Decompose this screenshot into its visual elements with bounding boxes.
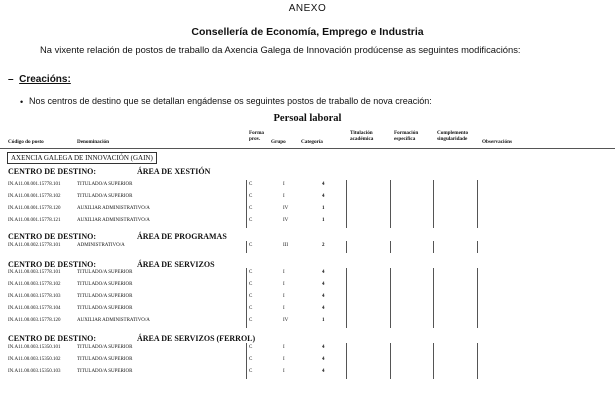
denomination-cell: AUXILIAR ADMINISTRATIVO/A xyxy=(77,206,150,212)
header-observacions: Observacións xyxy=(482,139,512,145)
forma-cell: C xyxy=(249,282,253,288)
column-divider xyxy=(246,304,247,316)
code-cell: IN.A11.00.002.15778.101 xyxy=(8,243,61,248)
header-complemento-line1: Complemento xyxy=(437,130,469,136)
column-divider xyxy=(477,292,478,304)
denomination-cell: TITULADO/A SUPERIOR xyxy=(77,357,133,363)
column-divider xyxy=(346,241,347,253)
column-divider xyxy=(433,343,434,355)
table-row xyxy=(0,292,615,304)
column-divider xyxy=(246,216,247,228)
header-complemento xyxy=(437,130,468,142)
intro-paragraph: Na vixente relación de postos de traballo da Axencia Galega de Innovación prodúcense as seguintes modificacións: xyxy=(40,44,521,55)
column-divider xyxy=(346,292,347,304)
grupo-cell: I xyxy=(283,194,285,200)
denomination-cell: AUXILIAR ADMINISTRATIVO/A xyxy=(77,318,150,324)
column-divider xyxy=(433,304,434,316)
column-divider xyxy=(433,216,434,228)
categoria-cell: 1 xyxy=(322,318,325,324)
grupo-cell: IV xyxy=(283,218,289,224)
forma-cell: C xyxy=(249,206,253,212)
column-divider xyxy=(390,280,391,292)
column-divider xyxy=(433,192,434,204)
column-divider xyxy=(477,367,478,379)
forma-cell: C xyxy=(249,306,253,312)
header-grupo: Grupo xyxy=(271,139,286,145)
grupo-cell: I xyxy=(283,282,285,288)
grupo-cell: I xyxy=(283,306,285,312)
forma-cell: C xyxy=(249,243,253,248)
table-row xyxy=(0,343,615,355)
column-divider xyxy=(477,304,478,316)
categoria-cell: 4 xyxy=(322,182,325,187)
grupo-cell: III xyxy=(283,243,288,248)
categoria-cell: 1 xyxy=(322,218,325,224)
denomination-cell: TITULADO/A SUPERIOR xyxy=(77,282,133,288)
column-divider xyxy=(433,355,434,367)
header-formacion xyxy=(394,130,418,142)
code-cell: IN.A11.00.003.15350.102 xyxy=(8,357,61,363)
categoria-cell: 4 xyxy=(322,294,325,300)
table-row xyxy=(0,204,615,216)
header-formacion-line1: Formación xyxy=(394,130,419,136)
centro-label: CENTRO DE DESTINO: xyxy=(8,334,97,343)
grupo-cell: I xyxy=(283,357,285,363)
column-divider xyxy=(477,216,478,228)
header-codigo: Código do posto xyxy=(8,139,44,145)
denomination-cell: TITULADO/A SUPERIOR xyxy=(77,182,133,187)
table-row xyxy=(0,216,615,228)
column-divider xyxy=(346,367,347,379)
header-titulacion-line1: Titulación xyxy=(350,130,373,136)
area-label: ÁREA DE SERVIZOS (FERROL) xyxy=(137,334,256,343)
table-row xyxy=(0,316,615,328)
forma-cell: C xyxy=(249,194,253,200)
header-titulacion xyxy=(350,130,373,142)
column-divider xyxy=(477,180,478,192)
centro-label: CENTRO DE DESTINO: xyxy=(8,232,97,241)
forma-cell: C xyxy=(249,318,253,324)
column-divider xyxy=(390,316,391,328)
code-cell: IN.A11.00.003.15778.102 xyxy=(8,282,61,288)
categoria-cell: 4 xyxy=(322,369,325,375)
column-divider xyxy=(477,192,478,204)
bullet-text: Nos centros de destino que se detallan engádense os seguintes postos de traballo de nova creación: xyxy=(29,96,432,106)
categoria-cell: 4 xyxy=(322,345,325,350)
centro-label: CENTRO DE DESTINO: xyxy=(8,260,97,269)
forma-cell: C xyxy=(249,345,253,350)
grupo-cell: IV xyxy=(283,206,289,212)
column-divider xyxy=(346,192,347,204)
area-label: ÁREA DE PROGRAMAS xyxy=(137,232,227,241)
column-divider xyxy=(246,204,247,216)
column-divider xyxy=(390,268,391,280)
header-titulacion-line2: académica xyxy=(350,136,374,142)
table-row xyxy=(0,367,615,379)
section-heading xyxy=(8,74,71,85)
code-cell: IN.A11.00.001.15778.101 xyxy=(8,182,61,187)
column-divider xyxy=(390,355,391,367)
area-label: ÁREA DE SERVIZOS xyxy=(137,260,215,269)
bullet-icon: • xyxy=(20,97,24,107)
column-divider xyxy=(390,216,391,228)
column-divider xyxy=(390,292,391,304)
column-divider xyxy=(433,241,434,253)
table-row xyxy=(0,268,615,280)
column-divider xyxy=(346,268,347,280)
denomination-cell: TITULADO/A SUPERIOR xyxy=(77,294,133,300)
column-divider xyxy=(246,316,247,328)
column-divider xyxy=(346,343,347,355)
column-divider xyxy=(346,280,347,292)
header-denominacion: Denominación xyxy=(77,139,109,145)
categoria-cell: 4 xyxy=(322,194,325,200)
categoria-cell: 4 xyxy=(322,270,325,275)
header-formacion-line2: específica xyxy=(394,136,416,142)
categoria-cell: 1 xyxy=(322,206,325,212)
code-cell: IN.A11.00.003.15778.101 xyxy=(8,270,61,275)
column-divider xyxy=(390,367,391,379)
code-cell: IN.A11.00.003.15350.103 xyxy=(8,369,61,375)
column-divider xyxy=(477,204,478,216)
code-cell: IN.A11.00.001.15778.120 xyxy=(8,206,61,212)
grupo-cell: IV xyxy=(283,318,289,324)
categoria-cell: 2 xyxy=(322,243,325,248)
header-complemento-line2: singularidade xyxy=(437,136,468,142)
column-divider xyxy=(246,355,247,367)
denomination-cell: TITULADO/A SUPERIOR xyxy=(77,369,133,375)
column-divider xyxy=(246,241,247,253)
column-divider xyxy=(246,280,247,292)
area-label: ÁREA DE XESTIÓN xyxy=(137,167,211,176)
column-divider xyxy=(246,367,247,379)
table-row xyxy=(0,180,615,192)
column-divider xyxy=(477,343,478,355)
grupo-cell: I xyxy=(283,294,285,300)
grupo-cell: I xyxy=(283,270,285,275)
header-divider xyxy=(0,148,615,149)
column-divider xyxy=(346,204,347,216)
code-cell: IN.A11.00.003.15778.103 xyxy=(8,294,61,300)
column-divider xyxy=(433,204,434,216)
forma-cell: C xyxy=(249,369,253,375)
header-forma xyxy=(249,130,264,142)
column-divider xyxy=(390,343,391,355)
code-cell: IN.A11.00.003.15778.120 xyxy=(8,318,61,324)
denomination-cell: TITULADO/A SUPERIOR xyxy=(77,306,133,312)
section-label: Creacións: xyxy=(19,74,71,85)
column-divider xyxy=(346,304,347,316)
forma-cell: C xyxy=(249,218,253,224)
annex-heading: ANEXO xyxy=(288,3,327,14)
code-cell: IN.A11.00.001.15778.121 xyxy=(8,218,61,224)
column-divider xyxy=(433,367,434,379)
department-title: Consellería de Economía, Emprego e Industria xyxy=(191,26,424,38)
header-forma-line1: Forma xyxy=(249,130,264,136)
agency-box: AXENCIA GALEGA DE INNOVACIÓN (GAIN) xyxy=(7,152,157,164)
column-divider xyxy=(433,268,434,280)
denomination-cell: AUXILIAR ADMINISTRATIVO/A xyxy=(77,218,150,224)
column-divider xyxy=(246,180,247,192)
denomination-cell: TITULADO/A SUPERIOR xyxy=(77,194,133,200)
column-divider xyxy=(246,343,247,355)
code-cell: IN.A11.00.001.15778.102 xyxy=(8,194,61,200)
table-row xyxy=(0,355,615,367)
column-divider xyxy=(477,268,478,280)
header-forma-line2: prov. xyxy=(249,136,261,142)
categoria-cell: 4 xyxy=(322,282,325,288)
grupo-cell: I xyxy=(283,182,285,187)
column-divider xyxy=(433,316,434,328)
grupo-cell: I xyxy=(283,369,285,375)
column-divider xyxy=(390,180,391,192)
column-divider xyxy=(390,304,391,316)
column-divider xyxy=(390,204,391,216)
grupo-cell: I xyxy=(283,345,285,350)
denomination-cell: TITULADO/A SUPERIOR xyxy=(77,345,133,350)
table-row xyxy=(0,192,615,204)
forma-cell: C xyxy=(249,294,253,300)
column-divider xyxy=(477,280,478,292)
column-divider xyxy=(246,192,247,204)
forma-cell: C xyxy=(249,357,253,363)
column-divider xyxy=(477,316,478,328)
column-divider xyxy=(477,241,478,253)
column-divider xyxy=(390,241,391,253)
column-divider xyxy=(346,216,347,228)
column-divider xyxy=(477,355,478,367)
centro-label: CENTRO DE DESTINO: xyxy=(8,167,97,176)
column-divider xyxy=(346,355,347,367)
column-divider xyxy=(246,268,247,280)
code-cell: IN.A11.00.003.15350.101 xyxy=(8,345,61,350)
table-row xyxy=(0,241,615,253)
column-divider xyxy=(346,180,347,192)
section-dash: – xyxy=(8,74,14,85)
table-row xyxy=(0,304,615,316)
column-divider xyxy=(346,316,347,328)
table-row xyxy=(0,280,615,292)
forma-cell: C xyxy=(249,182,253,187)
header-categoria: Categoría xyxy=(301,139,323,145)
column-divider xyxy=(246,292,247,304)
categoria-cell: 4 xyxy=(322,306,325,312)
denomination-cell: ADMINISTRATIVO/A xyxy=(77,243,125,248)
code-cell: IN.A11.00.003.15778.104 xyxy=(8,306,61,312)
table-title: Persoal laboral xyxy=(273,113,342,124)
denomination-cell: TITULADO/A SUPERIOR xyxy=(77,270,133,275)
categoria-cell: 4 xyxy=(322,357,325,363)
column-divider xyxy=(390,192,391,204)
column-divider xyxy=(433,180,434,192)
column-divider xyxy=(433,292,434,304)
forma-cell: C xyxy=(249,270,253,275)
column-divider xyxy=(433,280,434,292)
